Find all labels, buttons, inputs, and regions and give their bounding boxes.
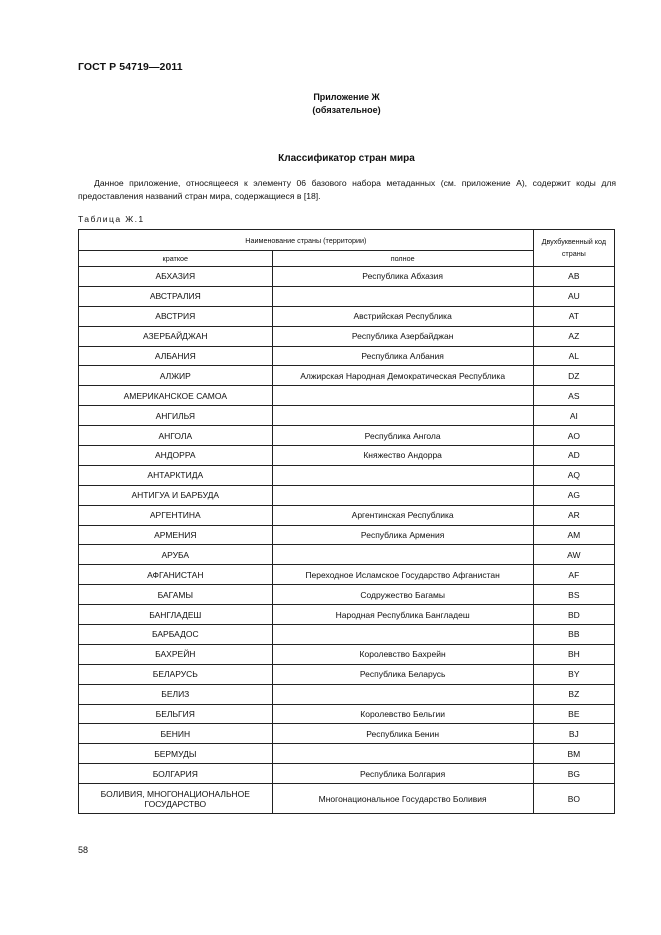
cell-full-name: Алжирская Народная Демократическая Республика — [272, 366, 533, 386]
cell-short-name: АРУБА — [79, 545, 273, 565]
cell-country-code: BY — [533, 664, 614, 684]
cell-short-name: АРГЕНТИНА — [79, 505, 273, 525]
cell-country-code: AS — [533, 386, 614, 406]
cell-country-code: AB — [533, 267, 614, 287]
table-row — [79, 406, 615, 426]
cell-short-name: БЕЛАРУСЬ — [79, 664, 273, 684]
cell-full-name: Австрийская Республика — [272, 306, 533, 326]
header-code: Двухбуквенный код страны — [533, 230, 614, 267]
cell-full-name: Содружество Багамы — [272, 585, 533, 605]
cell-full-name: Княжество Андорра — [272, 446, 533, 466]
table-row — [79, 684, 615, 704]
cell-country-code: BZ — [533, 684, 614, 704]
intro-paragraph: Данное приложение, относящееся к элементу 06 базового набора метаданных (см. приложение А), содержит коды для предоставления названий стран мира, содержащиеся в [18]. — [78, 178, 616, 201]
table-row — [79, 525, 615, 545]
cell-short-name: БАРБАДОС — [79, 625, 273, 645]
table-caption: Таблица Ж.1 — [78, 214, 145, 224]
cell-short-name: АРМЕНИЯ — [79, 525, 273, 545]
table-row — [79, 585, 615, 605]
cell-full-name — [272, 625, 533, 645]
cell-country-code: AR — [533, 505, 614, 525]
cell-short-name: АВСТРИЯ — [79, 306, 273, 326]
cell-short-name: БЕНИН — [79, 724, 273, 744]
table-row — [79, 744, 615, 764]
cell-short-name: АЗЕРБАЙДЖАН — [79, 326, 273, 346]
cell-full-name: Народная Республика Бангладеш — [272, 605, 533, 625]
cell-country-code: DZ — [533, 366, 614, 386]
table-row — [79, 426, 615, 446]
cell-short-name: АЛБАНИЯ — [79, 346, 273, 366]
document-code: ГОСТ Р 54719—2011 — [78, 61, 183, 73]
cell-short-name: БОЛГАРИЯ — [79, 764, 273, 784]
cell-short-name: БОЛИВИЯ, МНОГОНАЦИОНАЛЬНОЕ ГОСУДАРСТВО — [79, 784, 273, 814]
cell-country-code: BG — [533, 764, 614, 784]
cell-country-code: AT — [533, 306, 614, 326]
table-row — [79, 605, 615, 625]
cell-country-code: BB — [533, 625, 614, 645]
table-row — [79, 366, 615, 386]
table-row — [79, 505, 615, 525]
cell-country-code: AQ — [533, 465, 614, 485]
cell-full-name — [272, 406, 533, 426]
section-title: Классификатор стран мира — [278, 153, 415, 164]
cell-full-name: Республика Беларусь — [272, 664, 533, 684]
appendix-subtitle: (обязательное) — [312, 105, 381, 115]
cell-full-name: Королевство Бахрейн — [272, 644, 533, 664]
cell-country-code: BJ — [533, 724, 614, 744]
table-row — [79, 764, 615, 784]
cell-full-name: Аргентинская Республика — [272, 505, 533, 525]
cell-short-name: АНДОРРА — [79, 446, 273, 466]
cell-full-name: Королевство Бельгии — [272, 704, 533, 724]
cell-full-name: Переходное Исламское Государство Афганистан — [272, 565, 533, 585]
cell-country-code: BE — [533, 704, 614, 724]
table-row — [79, 545, 615, 565]
cell-short-name: БАХРЕЙН — [79, 644, 273, 664]
cell-country-code: BS — [533, 585, 614, 605]
cell-country-code: AF — [533, 565, 614, 585]
cell-country-code: AW — [533, 545, 614, 565]
cell-short-name: АНТИГУА И БАРБУДА — [79, 485, 273, 505]
header-short: краткое — [79, 251, 273, 267]
table-row — [79, 485, 615, 505]
table-row — [79, 704, 615, 724]
cell-full-name — [272, 465, 533, 485]
cell-full-name: Республика Албания — [272, 346, 533, 366]
table-row — [79, 346, 615, 366]
appendix-title: Приложение Ж — [313, 92, 380, 102]
cell-short-name: АБХАЗИЯ — [79, 267, 273, 287]
cell-short-name: АМЕРИКАНСКОЕ САМОА — [79, 386, 273, 406]
table-row — [79, 644, 615, 664]
cell-short-name: АНТАРКТИДА — [79, 465, 273, 485]
cell-full-name: Многонациональное Государство Боливия — [272, 784, 533, 814]
table-row — [79, 465, 615, 485]
cell-full-name: Республика Болгария — [272, 764, 533, 784]
cell-country-code: AL — [533, 346, 614, 366]
cell-full-name: Республика Абхазия — [272, 267, 533, 287]
cell-full-name: Республика Бенин — [272, 724, 533, 744]
header-country-name: Наименование страны (территории) — [79, 230, 534, 251]
cell-short-name: БЕРМУДЫ — [79, 744, 273, 764]
table-row — [79, 565, 615, 585]
cell-short-name: БАНГЛАДЕШ — [79, 605, 273, 625]
cell-short-name: АФГАНИСТАН — [79, 565, 273, 585]
header-full: полное — [272, 251, 533, 267]
page-number: 58 — [78, 845, 89, 855]
cell-country-code: BM — [533, 744, 614, 764]
table-row — [79, 625, 615, 645]
cell-country-code: AM — [533, 525, 614, 545]
cell-country-code: BO — [533, 784, 614, 814]
cell-country-code: AG — [533, 485, 614, 505]
cell-country-code: AO — [533, 426, 614, 446]
appendix-heading — [0, 91, 661, 117]
cell-country-code: AU — [533, 286, 614, 306]
table-row — [79, 386, 615, 406]
table-row — [79, 724, 615, 744]
cell-short-name: АЛЖИР — [79, 366, 273, 386]
cell-country-code: AZ — [533, 326, 614, 346]
cell-full-name — [272, 386, 533, 406]
cell-short-name: АНГИЛЬЯ — [79, 406, 273, 426]
table-row — [79, 664, 615, 684]
cell-short-name: БАГАМЫ — [79, 585, 273, 605]
table-row — [79, 446, 615, 466]
cell-full-name: Республика Азербайджан — [272, 326, 533, 346]
cell-full-name — [272, 744, 533, 764]
cell-full-name: Республика Армения — [272, 525, 533, 545]
country-table — [78, 229, 615, 814]
cell-short-name: АВСТРАЛИЯ — [79, 286, 273, 306]
cell-short-name: АНГОЛА — [79, 426, 273, 446]
cell-full-name — [272, 485, 533, 505]
table-row — [79, 267, 615, 287]
table-row — [79, 326, 615, 346]
cell-country-code: AI — [533, 406, 614, 426]
cell-full-name: Республика Ангола — [272, 426, 533, 446]
cell-short-name: БЕЛЬГИЯ — [79, 704, 273, 724]
cell-full-name — [272, 286, 533, 306]
table-row — [79, 784, 615, 814]
cell-country-code: BH — [533, 644, 614, 664]
cell-full-name — [272, 545, 533, 565]
table-row — [79, 286, 615, 306]
cell-country-code: BD — [533, 605, 614, 625]
cell-country-code: AD — [533, 446, 614, 466]
table-body — [79, 267, 615, 814]
cell-full-name — [272, 684, 533, 704]
cell-short-name: БЕЛИЗ — [79, 684, 273, 704]
table-row — [79, 306, 615, 326]
